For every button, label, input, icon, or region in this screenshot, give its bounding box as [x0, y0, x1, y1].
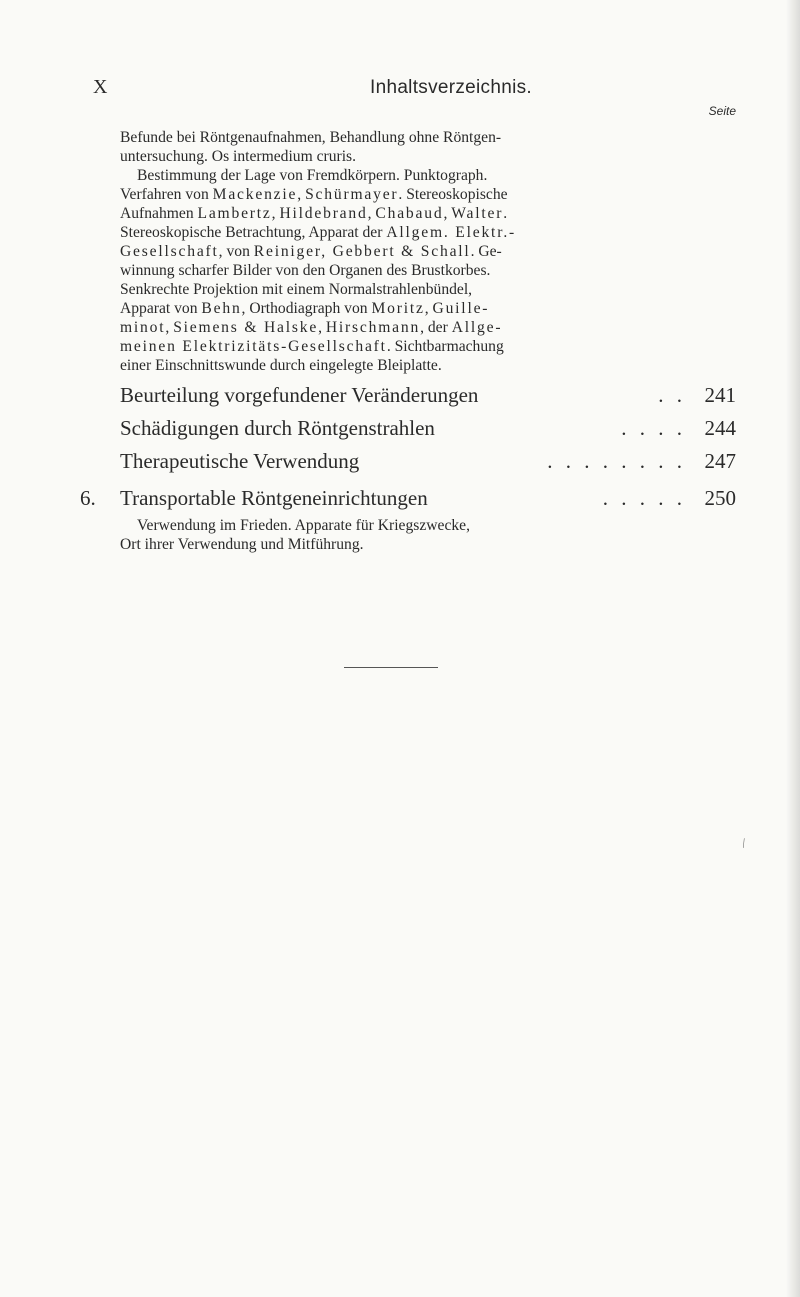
toc-entry-title: Therapeutische Verwendung: [120, 449, 360, 473]
toc-entry: [100, 446, 736, 476]
text-line: Ort ihrer Verwendung und Mitführung.: [120, 536, 364, 553]
text-line: meinen Elektrizitäts-Gesellschaft. Sichtbarmachung: [120, 338, 504, 355]
page-number-roman: X: [93, 76, 108, 98]
toc-entry-page: 247: [704, 449, 736, 473]
toc-entry: [100, 380, 736, 410]
outro-paragraph: [120, 516, 720, 554]
toc-leader-dots: . . . . . . . .: [547, 449, 686, 473]
text-line: Stereoskopische Betrachtung, Apparat der Allgem. Elektr.-: [120, 224, 517, 241]
text-line: untersuchung. Os intermedium cruris.: [120, 148, 357, 165]
text-line: winnung scharfer Bilder von den Organen des Brustkorbes.: [120, 262, 491, 279]
toc-entry-number: 6.: [80, 486, 96, 510]
text-line: Verfahren von Mackenzie, Schürmayer. Stereoskopische: [120, 186, 508, 203]
toc-entry: [100, 413, 736, 443]
page-column-label: Seite: [708, 104, 736, 118]
toc-leader-dots: . . . .: [621, 416, 686, 440]
toc-leader-dots: . . . . .: [602, 486, 686, 510]
text-line: Befunde bei Röntgenaufnahmen, Behandlung ohne Röntgen-: [120, 129, 502, 146]
toc-leader-dots: . .: [658, 383, 686, 407]
text-line: Verwendung im Frieden. Apparate für Kriegszwecke,: [137, 517, 470, 534]
toc-entry-page: 250: [704, 486, 736, 510]
text-line: Gesellschaft, von Reiniger, Gebbert & Schall. Ge-: [120, 243, 502, 260]
toc-entry-page: 244: [704, 416, 736, 440]
text-line: einer Einschnittswunde durch eingelegte Bleiplatte.: [120, 357, 442, 374]
toc-entry-title: Transportable Röntgeneinrichtungen: [120, 486, 428, 510]
stray-pencil-mark: ⁄: [739, 836, 749, 850]
section-end-rule: [344, 667, 438, 668]
intro-paragraph: [120, 128, 720, 375]
toc-entry-title: Schädigungen durch Röntgenstrahlen: [120, 416, 435, 440]
page-title: Inhaltsverzeichnis.: [370, 77, 532, 98]
toc-entry-title: Beurteilung vorgefundener Veränderungen: [120, 383, 479, 407]
toc-entry: [80, 483, 736, 513]
toc-entry-page: 241: [704, 383, 736, 407]
text-line: Bestimmung der Lage von Fremdkörpern. Punktograph.: [137, 167, 488, 184]
text-line: Senkrechte Projektion mit einem Normalstrahlenbündel,: [120, 281, 473, 298]
text-line: Aufnahmen Lambertz, Hildebrand, Chabaud, Walter.: [120, 205, 508, 222]
text-line: Apparat von Behn, Orthodiagraph von Moritz, Guille-: [120, 300, 490, 317]
page-edge-shadow: [786, 0, 800, 1297]
text-line: minot, Siemens & Halske, Hirschmann, der Allge-: [120, 319, 503, 336]
